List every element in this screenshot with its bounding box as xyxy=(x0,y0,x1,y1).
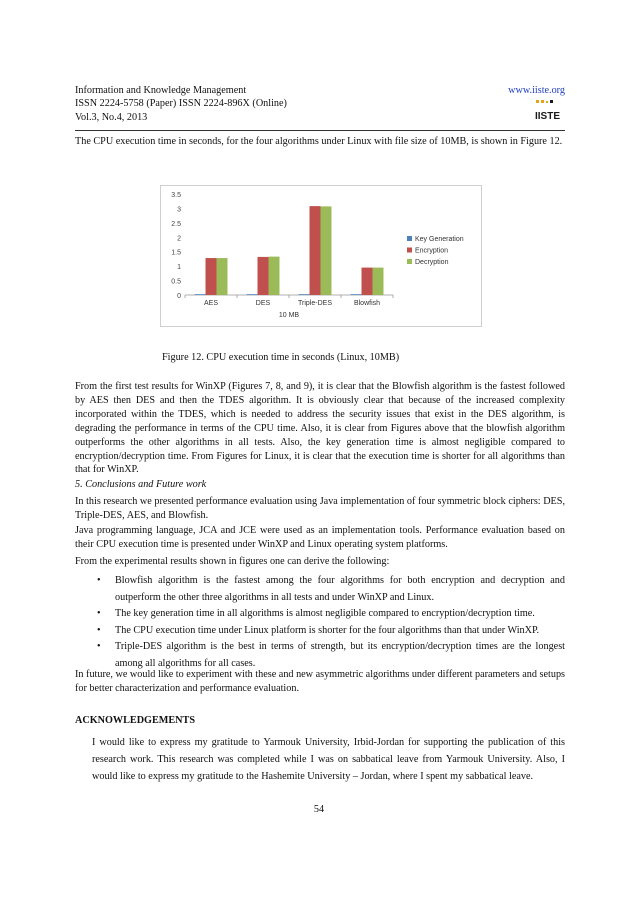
bar-encryption xyxy=(258,257,269,295)
intro-paragraph: The CPU execution time in seconds, for the four algorithms under Linux with file size of 10MB, is shown in Figure 12. xyxy=(75,136,563,147)
journal-url-link[interactable]: www.iiste.org xyxy=(508,85,565,96)
bar-decryption xyxy=(217,258,228,295)
legend-swatch xyxy=(407,259,412,264)
y-tick-label: 0.5 xyxy=(171,278,181,286)
figure-caption: Figure 12. CPU execution time in seconds (Linux, 10MB) xyxy=(162,352,400,363)
y-tick-label: 3.5 xyxy=(171,192,181,199)
journal-name: Information and Knowledge Management xyxy=(75,85,247,96)
future-work-paragraph: In future, we would like to experiment with these and new asymmetric algorithms under different parameters and setups for better characterization and performance evaluation. xyxy=(75,669,565,694)
bar-decryption xyxy=(373,268,384,295)
bar-key-generation xyxy=(299,294,310,295)
list-item-text: Blowfish algorithm is the fastest among the four algorithms for both encryption and decryption and outperform the other three algorithms in all tests and under WinXP and Linux. xyxy=(115,575,565,603)
bar-key-generation xyxy=(195,294,206,295)
legend-label: Encryption xyxy=(415,247,449,255)
bullet-glyph: • xyxy=(97,624,101,636)
bar-encryption xyxy=(206,258,217,295)
findings-list xyxy=(75,573,565,673)
results-paragraph: From the first test results for WinXP (Figures 7, 8, and 9), it is clear that the Blowfish algorithm is the fastest followed by AES then DES and then the TDES algorithm. It is obviously clear that because of the increased complexity incorporated within the TDES, which is needed to address the security issues that exist in the DES algorithm, is degrading the performance in terms of the CPU time. Also, it is clear from Figures above that the blowfish algorithm outperforms the other algorithms in all tests. Also, the key generation time is almost negligible compared to encryption/decryption time. From Figures for Linux, it is clear that the execution time is shorter for all algorithms than that for WinXP. xyxy=(75,381,565,476)
list-item xyxy=(75,623,565,640)
y-tick-label: 2 xyxy=(177,235,181,243)
bullet-glyph: • xyxy=(97,641,101,653)
legend-swatch xyxy=(407,248,412,253)
bar-key-generation xyxy=(351,294,362,295)
bar-key-generation xyxy=(247,294,258,295)
acknowledgements-heading: ACKNOWLEDGEMENTS xyxy=(75,715,196,726)
header-rule xyxy=(75,130,565,131)
list-item-text: The key generation time in all algorithms is almost negligible compared to encryption/decryption time. xyxy=(115,608,535,620)
x-category-label: Triple-DES xyxy=(298,300,332,307)
y-tick-label: 1.5 xyxy=(171,249,181,257)
volume-line: Vol.3, No.4, 2013 xyxy=(75,111,148,123)
x-category-label: DES xyxy=(255,300,271,307)
x-category-label: AES xyxy=(203,300,219,307)
y-tick-label: 1 xyxy=(177,264,181,272)
list-item xyxy=(75,573,565,606)
page-number: 54 xyxy=(313,804,325,815)
legend-label: Decryption xyxy=(415,259,449,266)
bar-encryption xyxy=(362,268,373,295)
y-tick-label: 2.5 xyxy=(171,220,181,228)
conclusion-paragraph-2: Java programming language, JCA and JCE were used as an implementation tools. Performance evaluation based on their CPU execution time is presented under WinXP and Linux operating system platforms. xyxy=(75,525,565,550)
list-item-text: The CPU execution time under Linux platform is shorter for the four algorithms than that under WinXP. xyxy=(115,624,540,636)
acknowledgements-text: I would like to express my gratitude to Yarmouk University, Irbid-Jordan for supporting the publication of this research work. This research was completed while I was on sabbatical leave from Yarmouk University. Also, I would like to express my gratitude to the Hashemite University – Jordan, where I spent my sabbatical leave. xyxy=(92,737,565,782)
iiste-logo xyxy=(534,100,562,122)
bar-decryption xyxy=(269,257,280,295)
section-heading: 5. Conclusions and Future work xyxy=(75,479,207,490)
x-category-label: Blowfish xyxy=(353,300,381,307)
bullet-glyph: • xyxy=(97,608,101,620)
legend-swatch xyxy=(407,236,412,241)
bar-decryption xyxy=(321,206,332,295)
legend-label: Key Generation xyxy=(415,236,464,243)
list-item xyxy=(75,606,565,623)
y-tick-label: 0 xyxy=(177,293,181,300)
running-header xyxy=(75,84,565,124)
conclusion-paragraph-1: In this research we presented performance evaluation using Java implementation of four symmetric block ciphers: DES, Triple-DES, AES, and Blowfish. xyxy=(75,496,565,521)
chart-svg xyxy=(161,186,481,326)
list-item-text: Triple-DES algorithm is the best in terms of strength, but its encryption/decryption times are the longest among all algorithms for all cases. xyxy=(115,641,565,669)
issn-line: ISSN 2224-5758 (Paper) ISSN 2224-896X (Online) xyxy=(75,98,287,110)
figure-12-chart xyxy=(160,185,482,327)
bullet-glyph: • xyxy=(97,575,101,586)
x-axis-title: 10 MB xyxy=(278,312,300,319)
conclusion-paragraph-3: From the experimental results shown in figures one can derive the following: xyxy=(75,556,390,567)
y-tick-label: 3 xyxy=(177,206,181,214)
logo-lettering: IISTE xyxy=(535,111,561,122)
bar-encryption xyxy=(310,206,321,295)
